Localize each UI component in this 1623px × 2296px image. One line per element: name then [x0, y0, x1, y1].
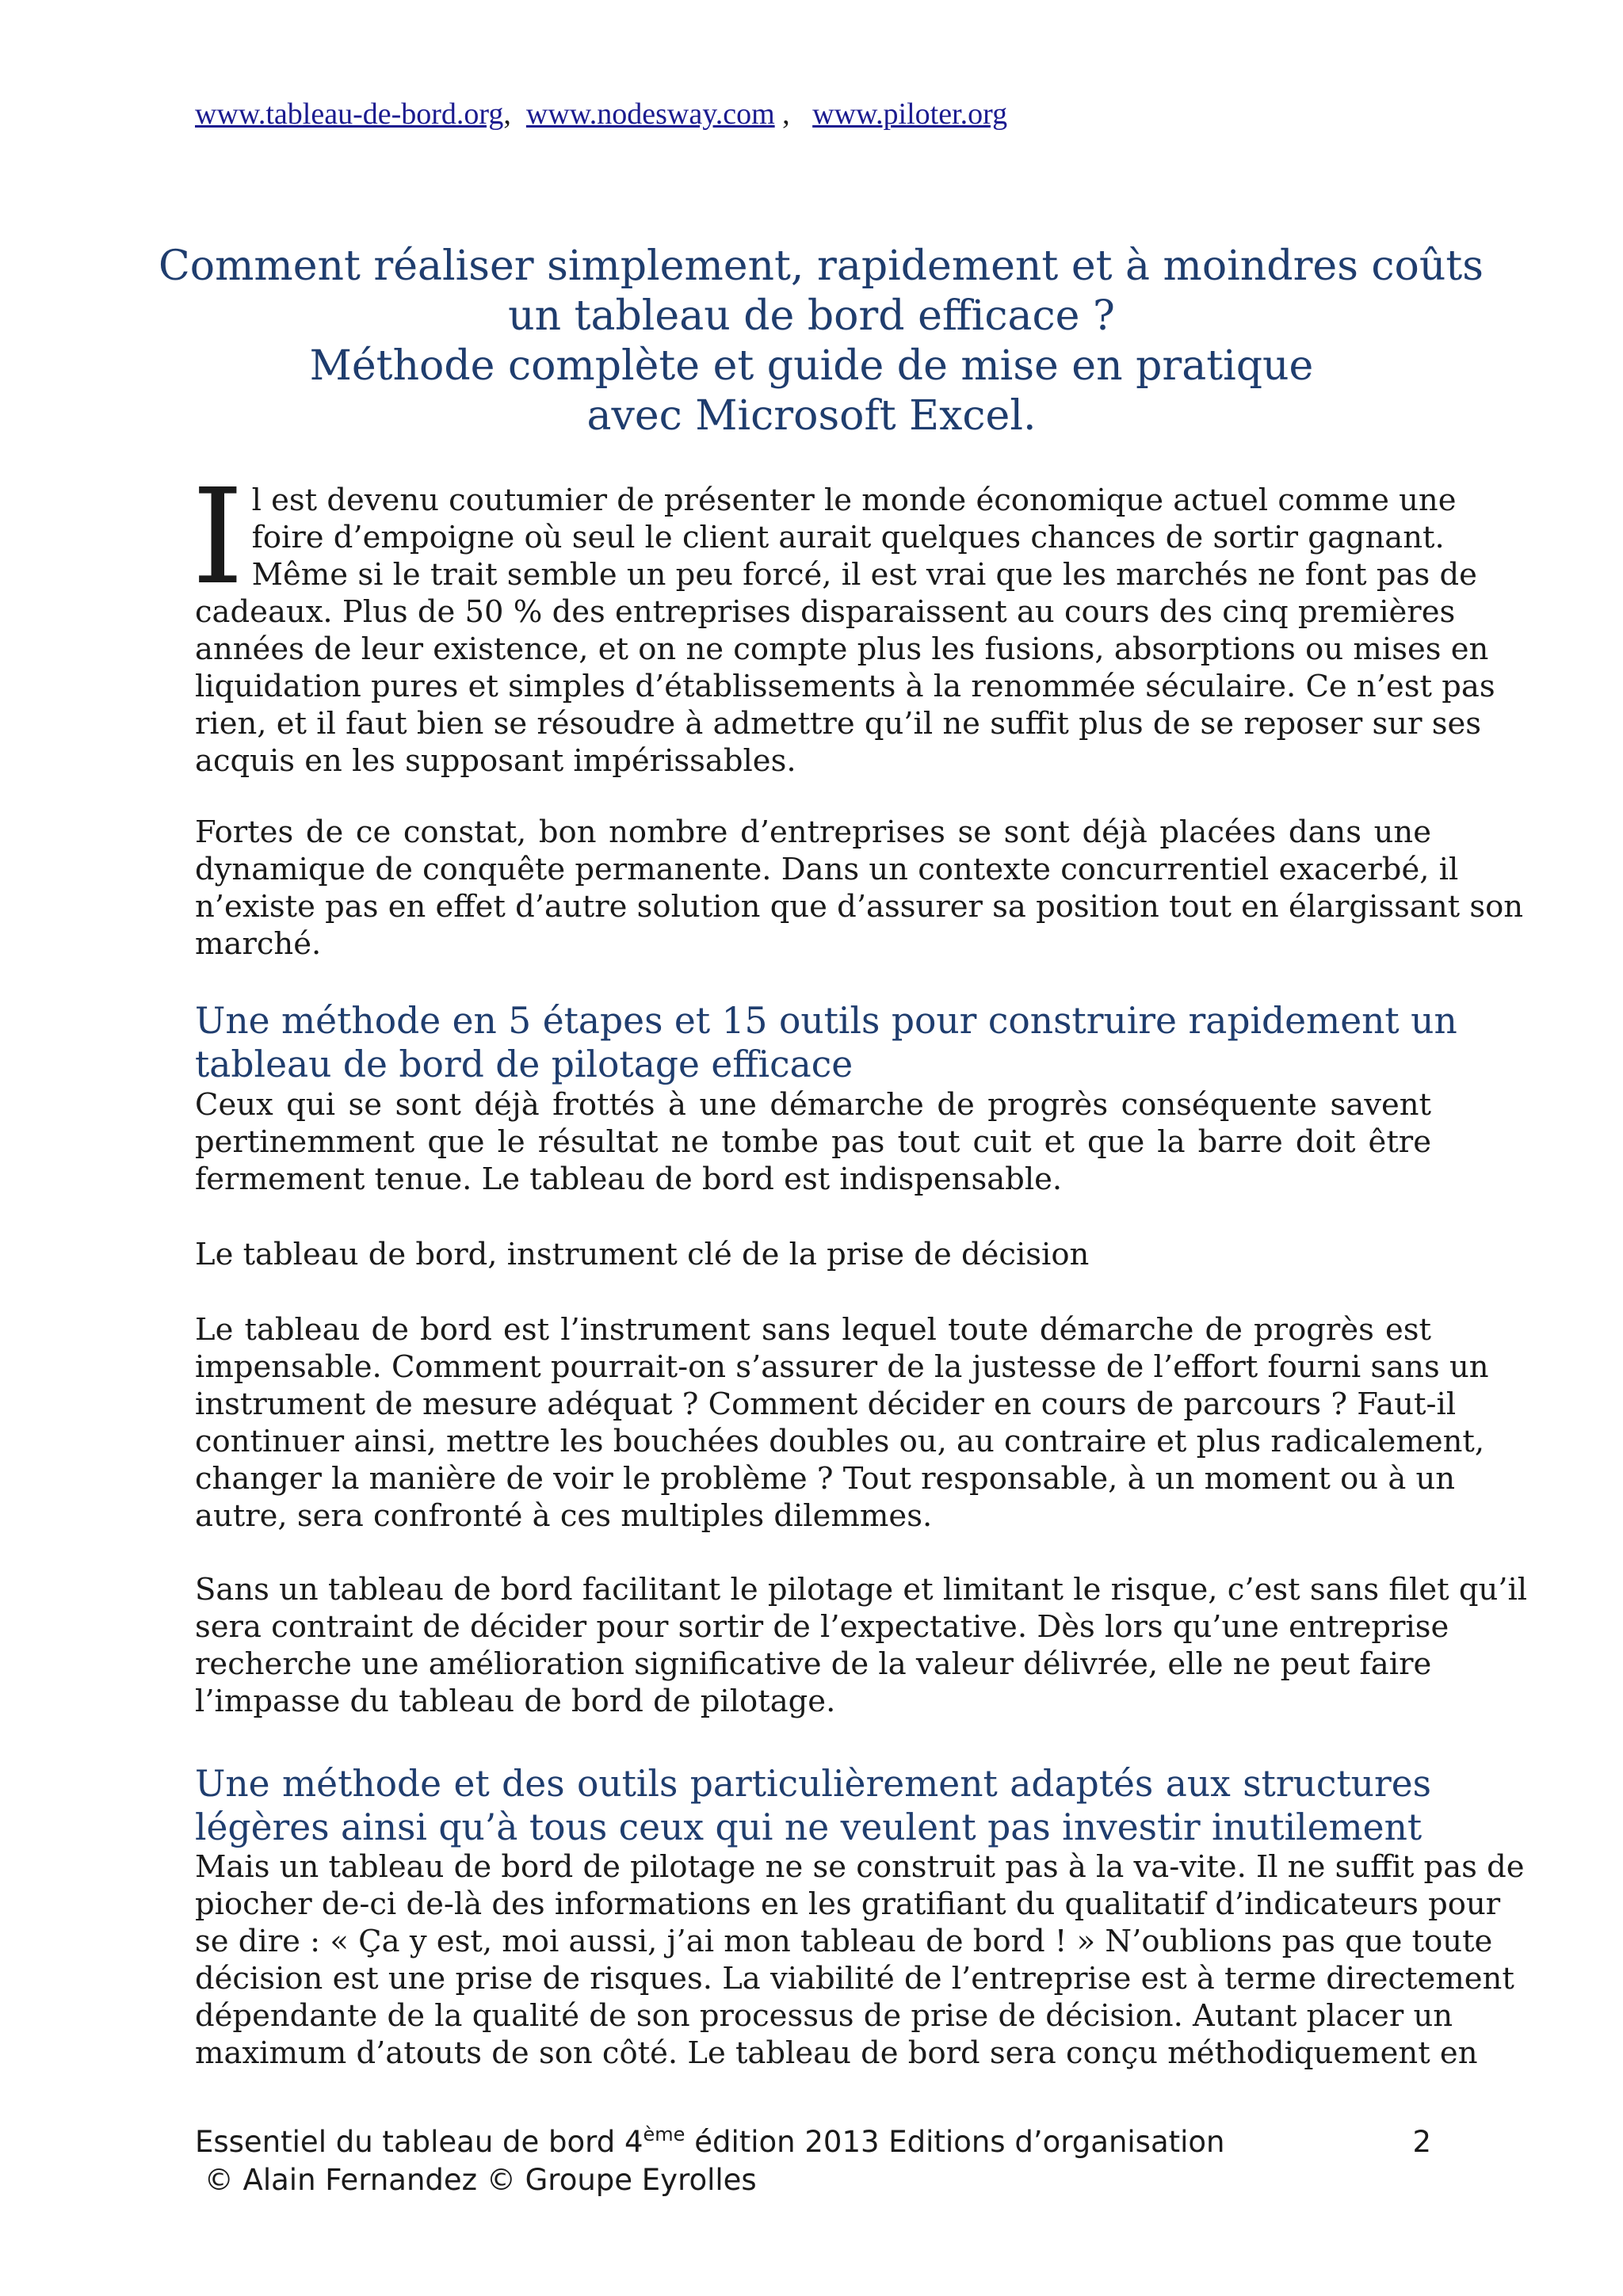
paragraph — [195, 814, 1524, 963]
text-line: l’impasse du tableau de bord de pilotage. — [195, 1684, 836, 1719]
text-line: Même si le trait semble un peu forcé, il est vrai que les marchés ne font pas de — [251, 557, 1477, 593]
text-line: décision est une prise de risques. La viabilité de l’entreprise est à terme directement — [195, 1961, 1514, 1997]
text-line: l est devenu coutumier de présenter le monde économique actuel comme une — [251, 482, 1457, 518]
text-line: impensable. Comment pourrait-on s’assurer de la justesse de l’effort fourni sans un — [195, 1349, 1489, 1385]
paragraph — [195, 1571, 1528, 1720]
text-line: recherche une amélioration significative de la valeur délivrée, elle ne peut faire — [195, 1646, 1432, 1682]
text-line: instrument de mesure adéquat ? Comment décider en cours de parcours ? Faut-il — [195, 1386, 1457, 1422]
page-number: 2 — [1412, 2125, 1431, 2159]
text-line: Sans un tableau de bord facilitant le pilotage et limitant le risque, c’est sans filet qu’il — [195, 1572, 1528, 1608]
text-line: Mais un tableau de bord de pilotage ne se construit pas à la va-vite. Il ne suffit pas de — [195, 1849, 1525, 1885]
heading-line: légères ainsi qu’à tous ceux qui ne veulent pas investir inutilement — [195, 1806, 1423, 1848]
footer-copyright: © Alain Fernandez © Groupe Eyrolles — [195, 2163, 757, 2197]
subheading — [195, 1236, 1431, 1273]
paragraph — [195, 1086, 1431, 1198]
text-line: acquis en les supposant impérissables. — [195, 743, 796, 779]
heading-line: tableau de bord de pilotage efficace — [195, 1043, 854, 1085]
text-line: dépendante de la qualité de son processus de prise de décision. Autant placer un — [195, 1998, 1453, 2034]
title-line: Méthode complète et guide de mise en pratique — [309, 342, 1314, 390]
text-line: cadeaux. Plus de 50 % des entreprises disparaissent au cours des cinq premières — [195, 594, 1456, 630]
link-separator: , — [774, 97, 813, 131]
text-line: Fortes de ce constat, bon nombre d’entreprises se sont déjà placées dans une — [195, 814, 1431, 850]
text-line: pertinemment que le résultat ne tombe pas tout cuit et que la barre doit être — [195, 1124, 1431, 1160]
title-line: Comment réaliser simplement, rapidement et à moindres coûts — [158, 242, 1484, 290]
text-line: continuer ainsi, mettre les bouchées doubles ou, au contraire et plus radicalement, — [195, 1424, 1485, 1459]
text-line: se dire : « Ça y est, moi aussi, j’ai mon tableau de bord ! » N’oublions pas que toute — [195, 1924, 1493, 1959]
text-line: fermement tenue. Le tableau de bord est indispensable. — [195, 1161, 1063, 1197]
heading-line: Une méthode et des outils particulièrement adaptés aux structures — [195, 1763, 1431, 1805]
link-piloter[interactable]: www.piloter.org — [812, 97, 1008, 131]
header-links — [195, 97, 1007, 132]
page-footer — [195, 2123, 1431, 2199]
footer-book-line — [195, 2123, 1431, 2161]
link-separator: , — [503, 97, 526, 131]
intro-paragraph — [192, 461, 1495, 780]
text-line: Ceux qui se sont déjà frottés à une démarche de progrès conséquente savent — [195, 1087, 1431, 1123]
text-line: foire d’empoigne où seul le client aurait quelques chances de sortir gagnant. — [251, 520, 1445, 555]
text-line: piocher de-ci de-là des informations en les gratifiant du qualitatif d’indicateurs pour — [195, 1886, 1501, 1922]
text-line: changer la manière de voir le problème ? Tout responsable, à un moment ou à un — [195, 1461, 1456, 1497]
text-line: rien, et il faut bien se résoudre à admettre qu’il ne suffit plus de se reposer sur ses — [195, 706, 1482, 742]
text-line: dynamique de conquête permanente. Dans un contexte concurrentiel exacerbé, il — [195, 852, 1459, 887]
title-line: un tableau de bord efficace ? — [508, 292, 1115, 340]
footer-book-rest: édition 2013 Editions d’organisation — [685, 2125, 1225, 2159]
paragraph — [195, 1311, 1489, 1535]
link-tableau-de-bord[interactable]: www.tableau-de-bord.org — [195, 97, 504, 131]
text-line: années de leur existence, et on ne compte plus les fusions, absorptions ou mises en — [195, 631, 1489, 667]
paragraph — [195, 1848, 1525, 2072]
text-line: n’existe pas en effet d’autre solution que d’assurer sa position tout en élargissant son — [195, 889, 1524, 925]
section-heading — [195, 1762, 1431, 1849]
text-line: Le tableau de bord est l’instrument sans lequel toute démarche de progrès est — [195, 1312, 1431, 1348]
text-line: maximum d’atouts de son côté. Le tableau de bord sera conçu méthodiquement en — [195, 2035, 1478, 2071]
drop-cap: I — [192, 461, 244, 614]
text-line: Le tableau de bord, instrument clé de la prise de décision — [195, 1237, 1090, 1272]
section-heading — [195, 999, 1457, 1086]
title-line: avec Microsoft Excel. — [586, 392, 1037, 440]
footer-edition-sup: ème — [643, 2123, 685, 2145]
heading-line: Une méthode en 5 étapes et 15 outils pour construire rapidement un — [195, 1000, 1457, 1042]
footer-book-title: Essentiel du tableau de bord 4 — [195, 2125, 643, 2159]
text-line: liquidation pures et simples d’établissements à la renommée séculaire. Ce n’est pas — [195, 669, 1495, 704]
text-line: autre, sera confronté à ces multiples dilemmes. — [195, 1498, 933, 1534]
page-title — [158, 242, 1484, 441]
text-line: marché. — [195, 926, 322, 962]
link-nodesway[interactable]: www.nodesway.com — [525, 97, 775, 131]
text-line: sera contraint de décider pour sortir de l’expectative. Dès lors qu’une entreprise — [195, 1609, 1449, 1645]
